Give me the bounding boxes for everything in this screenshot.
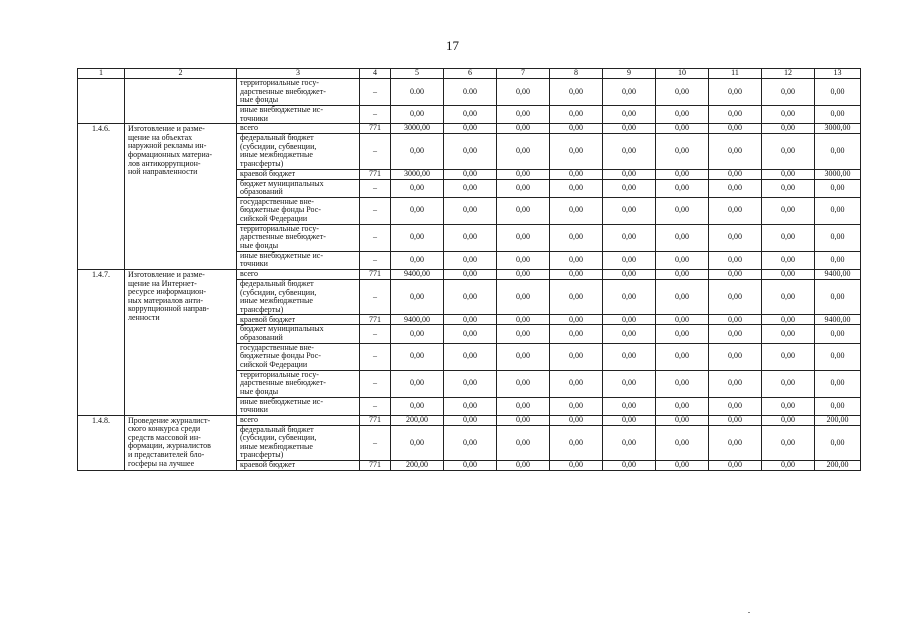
amount-cell: 0,00 [709,269,762,279]
table-row [78,79,861,106]
amount-cell: 0,00 [497,79,550,106]
column-number-5: 5 [391,69,444,79]
item-name-cell: Изготовление и разме- щение на объектах наружной рекламы ин- формационных материа- лов антикоррупцион- ной направленности [125,124,237,270]
budget-code-cell: – [360,197,391,224]
amount-cell: 0,00 [762,343,815,370]
amount-cell: 0,00 [656,134,709,169]
funding-source-cell: государственные вне- бюджетные фонды Рос- сийской Федерации [237,197,360,224]
amount-cell: 0,00 [709,106,762,124]
amount-cell: 0,00 [550,269,603,279]
amount-cell: 0,00 [550,461,603,471]
amount-cell: 0,00 [550,124,603,134]
amount-cell: 0,00 [815,370,861,397]
column-number-3: 3 [237,69,360,79]
amount-cell: 0,00 [603,461,656,471]
amount-cell: 0,00 [603,106,656,124]
amount-cell: 0,00 [762,370,815,397]
amount-cell: 0,00 [550,325,603,343]
amount-cell: 0,00 [709,415,762,425]
amount-cell: 0,00 [550,370,603,397]
column-number-4: 4 [360,69,391,79]
column-number-10: 10 [656,69,709,79]
amount-cell: 0,00 [444,425,497,460]
column-number-11: 11 [709,69,762,79]
amount-cell: 0,00 [762,325,815,343]
amount-cell: 200,00 [391,415,444,425]
funding-source-cell: всего [237,269,360,279]
amount-cell: 0,00 [762,251,815,269]
column-number-7: 7 [497,69,550,79]
amount-cell: 0,00 [762,279,815,314]
table-row [78,269,861,279]
amount-cell: 0,00 [815,397,861,415]
amount-cell: 0,00 [709,79,762,106]
budget-code-cell: – [360,370,391,397]
amount-cell: 0,00 [709,325,762,343]
amount-cell: 0,00 [815,106,861,124]
funding-source-cell: бюджет муниципальных образований [237,179,360,197]
amount-cell: 0,00 [603,224,656,251]
amount-cell: 0,00 [762,134,815,169]
amount-cell: 9400,00 [391,269,444,279]
amount-cell: 0,00 [497,251,550,269]
budget-code-cell: – [360,106,391,124]
amount-cell: 0,00 [656,370,709,397]
amount-cell: 0,00 [550,315,603,325]
amount-cell: 0,00 [603,343,656,370]
amount-cell: 0,00 [762,197,815,224]
amount-cell: 0,00 [709,124,762,134]
funding-source-cell: всего [237,415,360,425]
table-row [78,124,861,134]
amount-cell: 0,00 [391,224,444,251]
budget-code-cell: 771 [360,415,391,425]
budget-code-cell: 771 [360,169,391,179]
amount-cell: 0,00 [603,124,656,134]
amount-cell: 0,00 [762,461,815,471]
amount-cell: 0,00 [444,397,497,415]
amount-cell: 0,00 [656,269,709,279]
amount-cell: 0,00 [603,315,656,325]
budget-code-cell: – [360,179,391,197]
amount-cell: 0,00 [391,279,444,314]
amount-cell: 0,00 [656,397,709,415]
amount-cell: 0,00 [656,343,709,370]
amount-cell: 0,00 [603,197,656,224]
funding-source-cell: федеральный бюджет (субсидии, субвенции, иные межбюджетные трансферты) [237,134,360,169]
amount-cell: 0,00 [550,415,603,425]
amount-cell: 0,00 [391,370,444,397]
amount-cell: 0,00 [497,370,550,397]
budget-code-cell: – [360,251,391,269]
amount-cell: 0,00 [603,79,656,106]
amount-cell: 0,00 [391,325,444,343]
amount-cell: 0,00 [709,224,762,251]
page-number: 17 [446,38,459,53]
amount-cell: 0,00 [762,106,815,124]
amount-cell: 0,00 [815,79,861,106]
amount-cell: 0,00 [815,325,861,343]
amount-cell: 0,00 [497,124,550,134]
item-code-cell [78,79,125,124]
amount-cell: 0,00 [497,134,550,169]
amount-cell: 0,00 [444,251,497,269]
amount-cell: 0,00 [497,425,550,460]
amount-cell: 0,00 [815,279,861,314]
budget-code-cell: – [360,425,391,460]
item-code-cell: 1.4.7. [78,269,125,415]
amount-cell: 0,00 [762,425,815,460]
amount-cell: 0,00 [656,279,709,314]
amount-cell: 0,00 [709,279,762,314]
amount-cell: 0,00 [762,169,815,179]
funding-source-cell: иные внебюджетные ис- точники [237,106,360,124]
column-number-1: 1 [78,69,125,79]
amount-cell: 0,00 [603,415,656,425]
budget-code-cell: – [360,343,391,370]
amount-cell: 0,00 [603,251,656,269]
budget-code-cell: 771 [360,461,391,471]
amount-cell: 0,00 [497,415,550,425]
amount-cell: 0,00 [550,251,603,269]
amount-cell: 0,00 [603,269,656,279]
amount-cell: 3000,00 [391,169,444,179]
item-name-cell: Изготовление и разме- щение на Интернет- ресурсе информацион- ных материалов анти- коррупционной направ- ленности [125,269,237,415]
amount-cell: 0.00 [444,79,497,106]
budget-code-cell: 771 [360,124,391,134]
budget-code-cell: – [360,79,391,106]
column-number-8: 8 [550,69,603,79]
amount-cell: 0,00 [550,343,603,370]
amount-cell: 0,00 [444,197,497,224]
amount-cell: 0,00 [656,461,709,471]
budget-code-cell: – [360,279,391,314]
amount-cell: 0,00 [762,124,815,134]
amount-cell: 0,00 [709,397,762,415]
amount-cell: 0,00 [656,169,709,179]
amount-cell: 0,00 [656,425,709,460]
amount-cell: 0,00 [709,179,762,197]
amount-cell: 0,00 [656,224,709,251]
column-number-6: 6 [444,69,497,79]
amount-cell: 0,00 [656,415,709,425]
amount-cell: 0,00 [656,325,709,343]
amount-cell: 0,00 [709,370,762,397]
amount-cell: 3000,00 [391,124,444,134]
amount-cell: 0,00 [815,425,861,460]
amount-cell: 0,00 [497,397,550,415]
amount-cell: 0,00 [444,370,497,397]
amount-cell: 0,00 [815,134,861,169]
funding-source-cell: федеральный бюджет (субсидии, субвенции, иные межбюджетные трансферты) [237,425,360,460]
column-number-12: 12 [762,69,815,79]
item-name-cell [125,79,237,124]
amount-cell: 0,00 [762,415,815,425]
column-number-9: 9 [603,69,656,79]
amount-cell: 0,00 [497,224,550,251]
amount-cell: 0,00 [497,169,550,179]
amount-cell: 0,00 [603,397,656,415]
table-row [78,415,861,425]
amount-cell: 0,00 [391,106,444,124]
amount-cell: 0,00 [550,397,603,415]
funding-source-cell: бюджет муниципальных образований [237,325,360,343]
budget-code-cell: – [360,325,391,343]
scan-speck [748,612,750,613]
item-name-cell: Проведение журналист- ского конкурса среди средств массовой ин- формации, журналистов и представителей бло- госферы на лучшее [125,415,237,470]
amount-cell: 0,00 [603,179,656,197]
amount-cell: 0,00 [444,343,497,370]
amount-cell: 0,00 [656,124,709,134]
amount-cell: 0,00 [444,106,497,124]
amount-cell: 0,00 [444,179,497,197]
amount-cell: 0,00 [815,224,861,251]
amount-cell: 0,00 [603,134,656,169]
amount-cell: 200,00 [815,461,861,471]
amount-cell: 0,00 [815,343,861,370]
amount-cell: 0,00 [709,343,762,370]
budget-table [77,68,861,471]
amount-cell: 0,00 [762,224,815,251]
amount-cell: 0,00 [815,197,861,224]
amount-cell: 200,00 [391,461,444,471]
funding-source-cell: краевой бюджет [237,169,360,179]
funding-source-cell: иные внебюджетные ис- точники [237,251,360,269]
amount-cell: 0,00 [709,197,762,224]
amount-cell: 0.00 [391,79,444,106]
amount-cell: 9400,00 [815,269,861,279]
amount-cell: 0,00 [391,197,444,224]
column-number-2: 2 [125,69,237,79]
amount-cell: 0,00 [550,169,603,179]
funding-source-cell: территориальные госу- дарственные внебюджет- ные фонды [237,79,360,106]
funding-source-cell: территориальные госу- дарственные внебюджет- ные фонды [237,224,360,251]
funding-source-cell: иные внебюджетные ис- точники [237,397,360,415]
funding-source-cell: территориальные госу- дарственные внебюджет- ные фонды [237,370,360,397]
budget-code-cell: 771 [360,269,391,279]
amount-cell: 0,00 [497,179,550,197]
funding-source-cell: федеральный бюджет (субсидии, субвенции, иные межбюджетные трансферты) [237,279,360,314]
amount-cell: 0,00 [550,106,603,124]
amount-cell: 0,00 [444,325,497,343]
amount-cell: 0,00 [444,169,497,179]
amount-cell: 0,00 [497,269,550,279]
amount-cell: 0,00 [444,279,497,314]
amount-cell: 0,00 [550,425,603,460]
funding-source-cell: государственные вне- бюджетные фонды Рос- сийской Федерации [237,343,360,370]
amount-cell: 0,00 [497,343,550,370]
amount-cell: 0,00 [762,269,815,279]
amount-cell: 0,00 [656,315,709,325]
amount-cell: 0,00 [709,461,762,471]
budget-code-cell: – [360,134,391,169]
amount-cell: 0,00 [656,79,709,106]
amount-cell: 0,00 [497,106,550,124]
amount-cell: 0,00 [391,251,444,269]
amount-cell: 0,00 [444,269,497,279]
amount-cell: 0,00 [391,343,444,370]
amount-cell: 9400,00 [815,315,861,325]
amount-cell: 0,00 [497,325,550,343]
amount-cell: 0,00 [550,279,603,314]
item-code-cell: 1.4.6. [78,124,125,270]
amount-cell: 0,00 [603,425,656,460]
amount-cell: 0,00 [762,315,815,325]
amount-cell: 0,00 [391,134,444,169]
amount-cell: 0,00 [709,134,762,169]
amount-cell: 3000,00 [815,124,861,134]
amount-cell: 9400,00 [391,315,444,325]
funding-source-cell: краевой бюджет [237,461,360,471]
amount-cell: 0,00 [444,315,497,325]
amount-cell: 0,00 [550,179,603,197]
amount-cell: 200,00 [815,415,861,425]
budget-code-cell: 771 [360,315,391,325]
amount-cell: 0,00 [603,279,656,314]
amount-cell: 0,00 [656,106,709,124]
amount-cell: 0,00 [391,179,444,197]
funding-source-cell: краевой бюджет [237,315,360,325]
amount-cell: 0,00 [497,315,550,325]
amount-cell: 0,00 [550,134,603,169]
column-number-13: 13 [815,69,861,79]
amount-cell: 0,00 [603,325,656,343]
amount-cell: 0,00 [603,370,656,397]
amount-cell: 0,00 [709,169,762,179]
amount-cell: 0,00 [550,197,603,224]
amount-cell: 0,00 [709,251,762,269]
budget-code-cell: – [360,224,391,251]
amount-cell: 0,00 [444,134,497,169]
budget-code-cell: – [360,397,391,415]
funding-source-cell: всего [237,124,360,134]
amount-cell: 0,00 [709,425,762,460]
amount-cell: 0,00 [550,224,603,251]
amount-cell: 0,00 [497,279,550,314]
amount-cell: 0,00 [444,415,497,425]
amount-cell: 3000,00 [815,169,861,179]
header-row [78,69,861,79]
amount-cell: 0,00 [762,79,815,106]
amount-cell: 0,00 [444,124,497,134]
amount-cell: 0,00 [444,224,497,251]
amount-cell: 0,00 [762,179,815,197]
amount-cell: 0,00 [391,425,444,460]
amount-cell: 0,00 [709,315,762,325]
item-code-cell: 1.4.8. [78,415,125,470]
amount-cell: 0,00 [391,397,444,415]
amount-cell: 0,00 [656,251,709,269]
amount-cell: 0,00 [815,179,861,197]
amount-cell: 0,00 [762,397,815,415]
amount-cell: 0,00 [497,461,550,471]
amount-cell: 0,00 [603,169,656,179]
amount-cell: 0,00 [550,79,603,106]
amount-cell: 0,00 [444,461,497,471]
amount-cell: 0,00 [815,251,861,269]
amount-cell: 0,00 [497,197,550,224]
amount-cell: 0,00 [656,197,709,224]
amount-cell: 0,00 [656,179,709,197]
